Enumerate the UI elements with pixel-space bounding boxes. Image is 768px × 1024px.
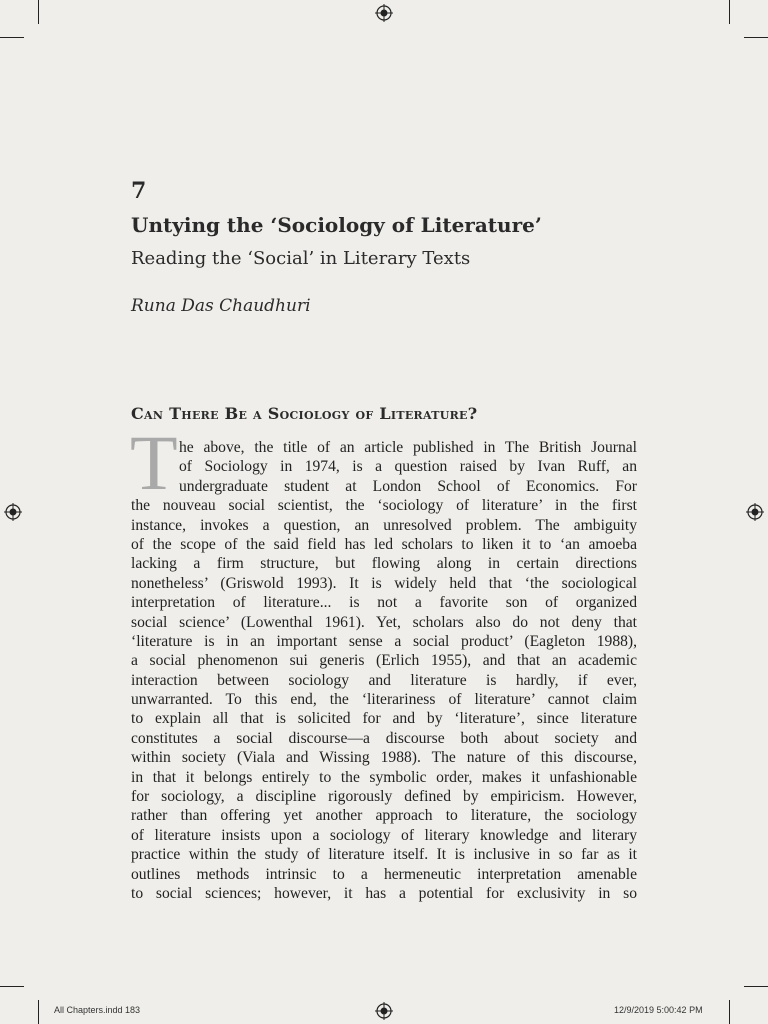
chapter-author: Runa Das Chaudhuri — [131, 296, 311, 316]
crop-mark-bottom-left-vertical — [38, 1000, 39, 1024]
body-line: undergraduate student at London School of Economics. For — [179, 477, 637, 495]
body-line: within society (Viala and Wissing 1988). The nature of this discourse, — [131, 749, 637, 767]
crop-mark-top-left-vertical — [38, 0, 39, 24]
chapter-number: 7 — [131, 178, 147, 204]
body-line: a social phenomenon sui generis (Erlich 1955), and that an academic — [131, 652, 637, 670]
chapter-subtitle: Reading the ‘Social’ in Literary Texts — [131, 248, 471, 269]
body-line: of the scope of the said field has led scholars to liken it to ‘an amoeba — [131, 535, 637, 553]
chapter-title: Untying the ‘Sociology of Literature’ — [131, 213, 542, 237]
body-line: he above, the title of an article published in The British Journal — [179, 439, 637, 456]
body-line: outlines methods intrinsic to a hermeneutic interpretation amenable — [131, 865, 637, 883]
body-line: ‘literature is in an important sense a social product’ (Eagleton 1988), — [131, 632, 637, 650]
registration-mark-icon — [375, 1002, 393, 1020]
body-line: to explain all that is solicited for and by ‘literature’, since literature — [131, 710, 637, 728]
registration-mark-icon — [375, 4, 393, 22]
body-line: interpretation of literature... is not a favorite son of organized — [131, 594, 637, 612]
body-line: interaction between sociology and literature is hardly, if ever, — [131, 671, 637, 689]
crop-mark-top-left-horizontal — [0, 37, 24, 38]
body-line: unwarranted. To this end, the ‘literariness of literature’ cannot claim — [131, 691, 637, 709]
body-line: rather than offering yet another approach to literature, the sociology — [131, 807, 637, 825]
drop-cap: T — [130, 419, 178, 506]
body-line: nonetheless’ (Griswold 1993). It is widely held that ‘the sociological — [131, 574, 637, 592]
crop-mark-top-right-horizontal — [744, 37, 768, 38]
crop-mark-top-right-vertical — [729, 0, 730, 24]
crop-mark-bottom-right-horizontal — [744, 986, 768, 987]
crop-mark-bottom-right-vertical — [729, 1000, 730, 1024]
registration-mark-icon — [746, 503, 764, 521]
body-line: in that it belongs entirely to the symbolic order, makes it unfashionable — [131, 768, 637, 786]
body-line: social science’ (Lowenthal 1961). Yet, scholars also do not deny that — [131, 613, 637, 631]
slug-timestamp: 12/9/2019 5:00:42 PM — [614, 1005, 703, 1015]
section-heading: Can There Be a Sociology of Literature? — [131, 404, 478, 423]
body-line: lacking a firm structure, but flowing along in certain directions — [131, 555, 637, 573]
body-line: constitutes a social discourse—a discourse both about society and — [131, 729, 637, 747]
body-paragraph — [131, 438, 637, 903]
body-line: for sociology, a discipline rigorously defined by empiricism. However, — [131, 788, 637, 806]
registration-mark-icon — [4, 503, 22, 521]
body-line: to social sciences; however, it has a potential for exclusivity in so — [131, 884, 637, 902]
body-line: of Sociology in 1974, is a question raised by Ivan Ruff, an — [179, 458, 637, 476]
body-line: the nouveau social scientist, the ‘sociology of literature’ in the first — [131, 497, 637, 515]
slug-file-info: All Chapters.indd 183 — [54, 1005, 141, 1015]
crop-mark-bottom-left-horizontal — [0, 986, 24, 987]
body-line: of literature insists upon a sociology of literary knowledge and literary — [131, 826, 637, 844]
body-line: practice within the study of literature itself. It is inclusive in so far as it — [131, 846, 637, 864]
body-line: instance, invokes a question, an unresolved problem. The ambiguity — [131, 516, 637, 534]
